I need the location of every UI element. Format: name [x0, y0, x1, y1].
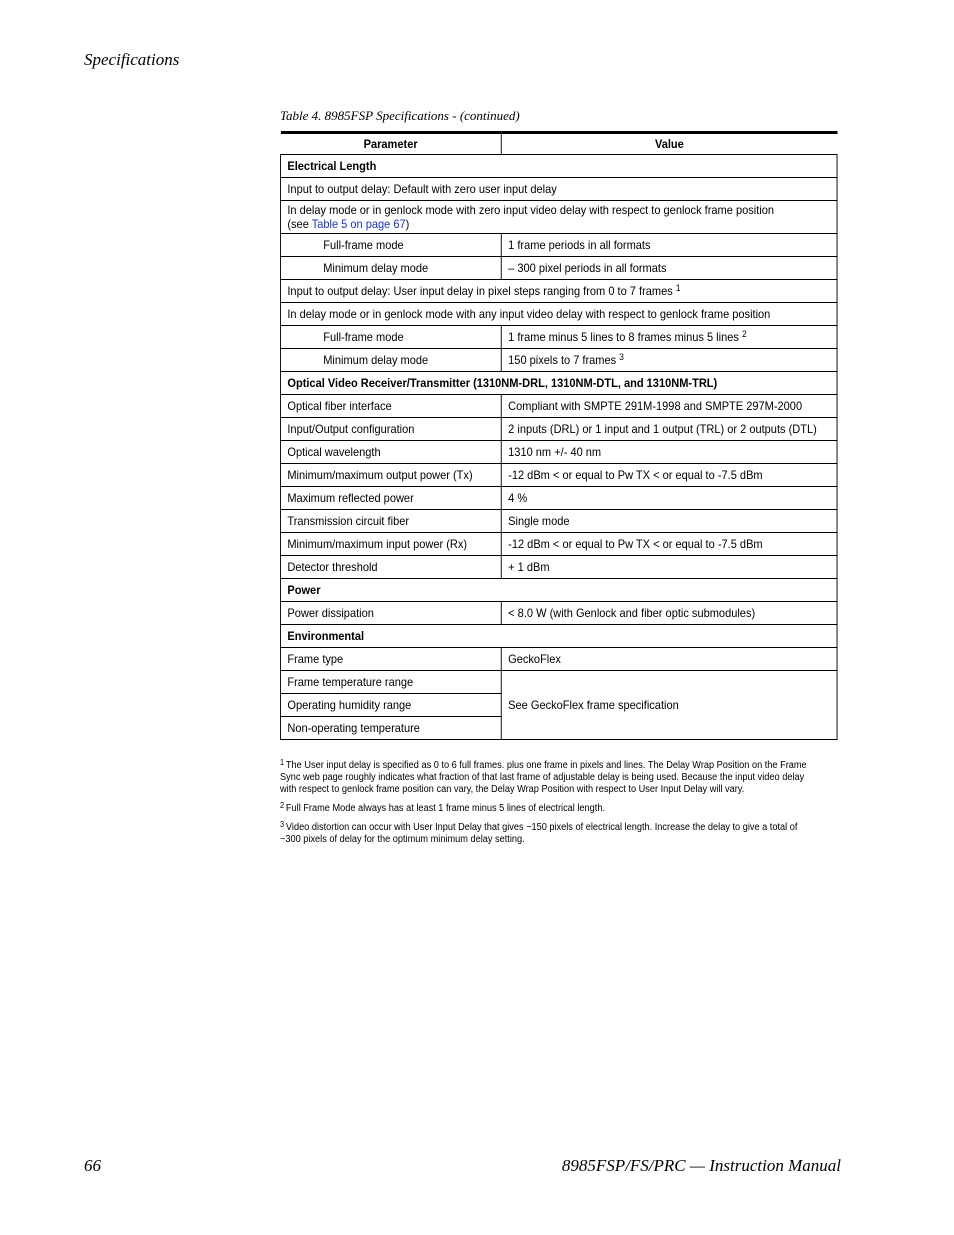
table-row [280, 556, 837, 579]
table-caption: Table 4. 8985FSP Specifications - (continued) [280, 108, 520, 123]
column-header-parameter: Parameter [280, 133, 501, 155]
value-cell: < 8.0 W (with Genlock and fiber optic submodules) [501, 602, 837, 625]
footnote-mark: 2 [280, 801, 285, 810]
param-cell: Frame type [280, 648, 501, 671]
value-cell: Single mode [501, 510, 837, 533]
section-row [280, 625, 837, 648]
param-cell: Detector threshold [280, 556, 501, 579]
footnote-mark: 1 [280, 758, 285, 767]
section-row [280, 155, 837, 178]
value-text: 1 frame minus 5 lines to 8 frames minus 5 lines [508, 330, 739, 344]
value-cell: 1310 nm +/- 40 nm [501, 441, 837, 464]
footnote-ref[interactable]: 3 [619, 352, 624, 362]
table-row [280, 349, 837, 372]
table-row [280, 178, 837, 201]
table-row [280, 257, 837, 280]
footnote-2 [280, 803, 810, 815]
param-cell: Transmission circuit fiber [280, 510, 501, 533]
value-cell: 4 % [501, 487, 837, 510]
footnote-text: Video distortion can occur with User Input Delay that gives ~150 pixels of electrical length. Increase the delay to give a total of ~300 pixels of delay for the optimum minimum delay setting. [280, 822, 798, 845]
row-zero-input-delay [280, 201, 837, 234]
row-text: Input to output delay: User input delay in pixel steps ranging from 0 to 7 frames [287, 284, 673, 298]
value-cell: -12 dBm < or equal to Pw TX < or equal to -7.5 dBm [501, 533, 837, 556]
value-cell: – 300 pixel periods in all formats [501, 257, 837, 280]
value-cell-shared: See GeckoFlex frame specification [501, 671, 837, 740]
footer-title: 8985FSP/FS/PRC — Instruction Manual [561, 1156, 841, 1175]
footnote-ref[interactable]: 2 [741, 329, 747, 339]
footnote-ref[interactable]: 1 [675, 283, 681, 293]
table-row [280, 303, 837, 326]
footnote-3 [280, 822, 810, 846]
row-user-input-delay [280, 280, 837, 303]
footnote-text: Full Frame Mode always has at least 1 frame minus 5 lines of electrical length. [285, 803, 606, 814]
section-power: Power [280, 579, 837, 602]
footnotes [280, 760, 810, 853]
table-5-link[interactable]: Table 5 on page 67 [311, 217, 406, 231]
value-cell: 2 inputs (DRL) or 1 input and 1 output (TRL) or 2 outputs (DTL) [501, 418, 837, 441]
param-cell: Optical wavelength [280, 441, 501, 464]
param-cell: Non-operating temperature [280, 717, 501, 740]
table-row [280, 201, 837, 234]
paren-open: (see [287, 217, 312, 231]
value-cell [501, 349, 837, 372]
table-row [280, 487, 837, 510]
param-cell: Operating humidity range [280, 694, 501, 717]
table-row [280, 441, 837, 464]
param-cell: Input/Output configuration [280, 418, 501, 441]
param-cell: Full-frame mode [280, 234, 501, 257]
section-electrical-length: Electrical Length [280, 155, 837, 178]
paren-close: ) [405, 217, 410, 231]
table-row [280, 671, 837, 694]
value-cell: 1 frame periods in all formats [501, 234, 837, 257]
table-row [280, 602, 837, 625]
value-cell: -12 dBm < or equal to Pw TX < or equal to -7.5 dBm [501, 464, 837, 487]
table-row [280, 326, 837, 349]
table-row [280, 533, 837, 556]
table-row [280, 395, 837, 418]
param-cell: Minimum/maximum output power (Tx) [280, 464, 501, 487]
table-row [280, 648, 837, 671]
param-cell: Power dissipation [280, 602, 501, 625]
row-text: In delay mode or in genlock mode with zero input video delay with respect to genlock frame position [287, 203, 775, 217]
table-row [280, 418, 837, 441]
table-row [280, 234, 837, 257]
value-cell [501, 326, 837, 349]
section-optical: Optical Video Receiver/Transmitter (1310NM-DRL, 1310NM-DTL, and 1310NM-TRL) [280, 372, 837, 395]
column-header-value: Value [501, 133, 837, 155]
param-cell: Minimum/maximum input power (Rx) [280, 533, 501, 556]
value-cell: GeckoFlex [501, 648, 837, 671]
row-any-input-delay: In delay mode or in genlock mode with any input video delay with respect to genlock frame position [280, 303, 837, 326]
page-number: 66 [84, 1156, 101, 1175]
section-row [280, 579, 837, 602]
footnote-1 [280, 760, 810, 796]
param-cell: Optical fiber interface [280, 395, 501, 418]
footnote-mark: 3 [280, 820, 285, 829]
param-cell: Minimum delay mode [280, 349, 501, 372]
table-row [280, 464, 837, 487]
table-header-row [280, 133, 837, 155]
param-cell: Frame temperature range [280, 671, 501, 694]
param-cell: Minimum delay mode [280, 257, 501, 280]
value-cell: + 1 dBm [501, 556, 837, 579]
footnote-text: The User input delay is specified as 0 to 6 full frames. plus one frame in pixels and lines. The Delay Wrap Position on the Frame Sync web page roughly indicates what fraction of that last frame of adjustable delay is being used. Because the input video delay with respect to genlock frame position can vary, the Delay Wrap Position with respect to User Input Delay will vary. [280, 760, 807, 795]
section-environmental: Environmental [280, 625, 837, 648]
table-row [280, 280, 837, 303]
param-cell: Maximum reflected power [280, 487, 501, 510]
value-cell: Compliant with SMPTE 291M-1998 and SMPTE 297M-2000 [501, 395, 837, 418]
row-default-delay: Input to output delay: Default with zero user input delay [280, 178, 837, 201]
value-text: 150 pixels to 7 frames [508, 353, 617, 367]
table-row [280, 510, 837, 533]
running-head: Specifications [84, 50, 180, 69]
section-row [280, 372, 837, 395]
specifications-table [280, 131, 838, 740]
param-cell: Full-frame mode [280, 326, 501, 349]
